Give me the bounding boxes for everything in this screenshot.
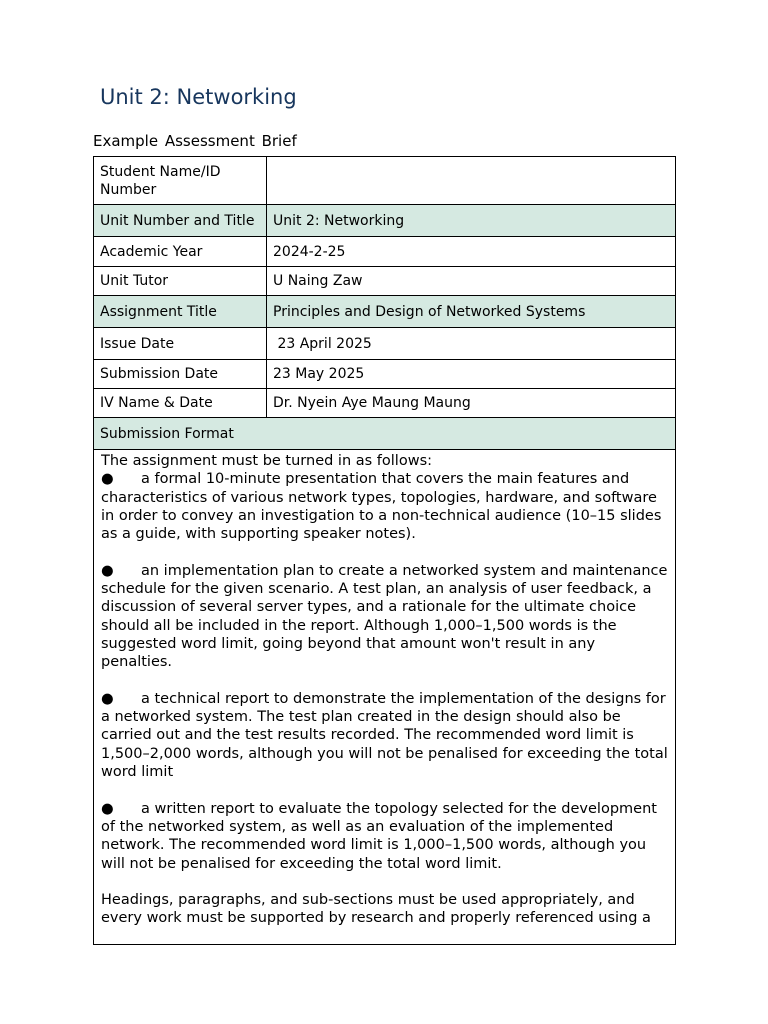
table-row <box>94 237 676 267</box>
row-value-unit-number: Unit 2: Networking <box>267 205 676 237</box>
submission-item-text: a formal 10-minute presentation that covers the main features and characteristics of various network types, topologies, hardware, and software in order to convey an investigation to a non-technical audience (10–15 slides as a guide, with supporting speaker notes). <box>101 471 662 543</box>
table-row <box>94 267 676 296</box>
row-value-academic-year: 2024-2-25 <box>267 237 676 267</box>
table-row <box>94 450 676 945</box>
table-row <box>94 418 676 450</box>
table-row <box>94 296 676 328</box>
submission-item <box>101 800 668 873</box>
bullet-icon: ● <box>101 562 114 579</box>
row-value-submission-date: 23 May 2025 <box>267 360 676 389</box>
bullet-icon: ● <box>101 471 114 488</box>
submission-closing: Headings, paragraphs, and sub-sections must be used appropriately, and every work must be supported by research and properly referenced using a <box>101 892 651 927</box>
row-label-unit-number: Unit Number and Title <box>94 205 267 237</box>
table-row <box>94 360 676 389</box>
submission-format-text <box>101 452 668 942</box>
brief-label: Example Assessment Brief <box>93 132 297 150</box>
row-label-iv-name: IV Name & Date <box>94 389 267 418</box>
row-label-student-name: Student Name/ID Number <box>94 157 267 205</box>
submission-item <box>101 562 668 672</box>
row-value-iv-name: Dr. Nyein Aye Maung Maung <box>267 389 676 418</box>
row-label-submission-date: Submission Date <box>94 360 267 389</box>
table-row <box>94 328 676 360</box>
submission-intro: The assignment must be turned in as follows: <box>101 453 433 469</box>
row-label-issue-date: Issue Date <box>94 328 267 360</box>
row-label-academic-year: Academic Year <box>94 237 267 267</box>
row-label-unit-tutor: Unit Tutor <box>94 267 267 296</box>
submission-format-label: Submission Format <box>94 418 676 450</box>
row-label-assignment-title: Assignment Title <box>94 296 267 328</box>
submission-item-text: an implementation plan to create a networked system and maintenance schedule for the given scenario. A test plan, an analysis of user feedback, a discussion of several server types, and a rationale for the ultimate choice should all be included in the report. Although 1,000–1,500 words is the suggested word limit, going beyond that amount won't result in any penalties. <box>101 562 668 671</box>
submission-item-text: a technical report to demonstrate the implementation of the designs for a networked system. The test plan created in the design should also be carried out and the test results recorded. The recommended word limit is 1,500–2,000 words, although you will not be penalised for exceeding the total word limit <box>101 690 668 781</box>
submission-item <box>101 470 668 543</box>
submission-item-text: a written report to evaluate the topology selected for the development of the networked system, as well as an evaluation of the implemented network. The recommended word limit is 1,000–1,500 words, although you will not be penalised for exceeding the total word limit. <box>101 800 657 872</box>
unit-title: Unit 2: Networking <box>100 85 297 109</box>
row-value-issue-date: 23 April 2025 <box>267 328 676 360</box>
submission-format-body <box>94 450 676 945</box>
assessment-brief-table <box>93 156 676 945</box>
row-value-unit-tutor: U Naing Zaw <box>267 267 676 296</box>
bullet-icon: ● <box>101 690 114 707</box>
table-row <box>94 389 676 418</box>
row-value-student-name <box>267 157 676 205</box>
bullet-icon: ● <box>101 800 114 817</box>
submission-item <box>101 690 668 781</box>
table-row <box>94 157 676 205</box>
row-value-assignment-title: Principles and Design of Networked Systems <box>267 296 676 328</box>
table-row <box>94 205 676 237</box>
